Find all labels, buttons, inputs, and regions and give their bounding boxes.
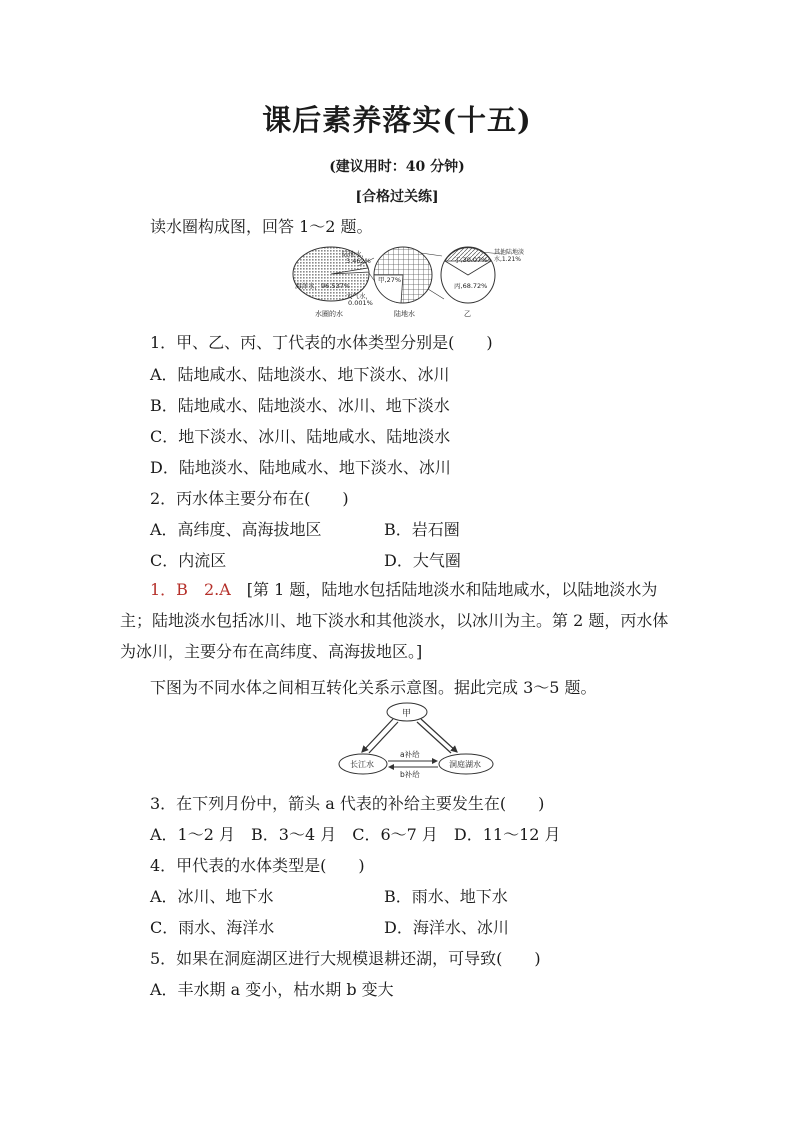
pie1-air-pct: 0.001% <box>348 299 373 307</box>
pie3-bing-label: 丙,68.72% <box>454 282 488 290</box>
pie3-other-label: 其他陆地淡 <box>494 249 525 256</box>
pie2-jia-label: 甲,27% <box>378 276 402 284</box>
pie-land-water <box>374 247 444 318</box>
q4-option-b: B．雨水、地下水 <box>384 887 508 906</box>
pie3-caption: 乙 <box>464 310 471 318</box>
time-note: (建议用时：40 分钟) <box>329 159 465 175</box>
q2-option-a: A．高纬度、高海拔地区 <box>150 520 322 539</box>
node-jia-label: 甲 <box>402 709 412 719</box>
q2-option-b: B．岩石圈 <box>384 520 460 539</box>
q1-option-a: A．陆地咸水、陆地淡水、地下淡水、冰川 <box>150 365 450 384</box>
pie-water-sphere <box>293 247 382 318</box>
q5-stem: 5．如果在洞庭湖区进行大规模退耕还湖，可导致( ) <box>150 949 541 968</box>
q4-option-d: D．海洋水、冰川 <box>384 918 509 937</box>
pie1-air-label: 大气水， <box>346 292 372 300</box>
intro-q3-5: 下图为不同水体之间相互转化关系示意图。据此完成 3～5 题。 <box>150 678 597 697</box>
q2-option-c: C．内流区 <box>150 551 227 570</box>
q5-option-a: A．丰水期 a 变小，枯水期 b 变大 <box>150 980 394 999</box>
pie-land-freshwater <box>441 247 524 318</box>
q1-option-b: B．陆地咸水、陆地淡水、冰川、地下淡水 <box>150 396 450 415</box>
pie1-ocean-label: 海洋水，96.537% <box>295 282 350 290</box>
pie2-caption: 陆地水 <box>394 310 415 318</box>
q1-option-d: D．陆地淡水、陆地咸水、地下淡水、冰川 <box>150 458 451 477</box>
pie3-other-pct: 水,1.21% <box>494 256 521 263</box>
water-composition-figure <box>288 244 538 320</box>
intro-q1-2: 读水圈构成图，回答 1～2 题。 <box>150 217 373 236</box>
answer-key: 1．B 2.A <box>150 580 231 599</box>
pie3-ding-label: 丁,30.07% <box>454 256 488 264</box>
pie1-land-pct: 3.462% <box>346 257 371 265</box>
q4-stem: 4．甲代表的水体类型是( ) <box>150 856 365 875</box>
node-changjiang-label: 长江水 <box>350 760 374 769</box>
pie1-caption: 水圈的水 <box>315 310 343 318</box>
q2-option-d: D．大气圈 <box>384 551 461 570</box>
section-heading: [合格过关练] <box>355 189 439 205</box>
arrow-b-label: b补给 <box>400 770 420 779</box>
answer-q1-2 <box>120 574 680 667</box>
q4-option-c: C．雨水、海洋水 <box>150 918 275 937</box>
q3-stem: 3．在下列月份中，箭头 a 代表的补给主要发生在( ) <box>150 794 545 813</box>
page-title: 课后素养落实(十五) <box>262 103 532 137</box>
node-dongting-label: 洞庭湖水 <box>449 760 481 769</box>
q4-option-a: A．冰川、地下水 <box>150 887 274 906</box>
q1-option-c: C．地下淡水、冰川、陆地咸水、陆地淡水 <box>150 427 451 446</box>
arrow-a-label: a补给 <box>400 750 420 759</box>
water-transformation-diagram <box>338 702 494 782</box>
q3-options: A．1～2 月 B．3～4 月 C．6～7 月 D．11～12 月 <box>150 825 561 844</box>
q2-stem: 2．丙水体主要分布在( ) <box>150 489 349 508</box>
answer-explanation: [第 1 题，陆地水包括陆地淡水和陆地咸水，以陆地淡水为主；陆地淡水包括冰川、地下淡水和其他淡水，以冰川为主。第 2 题，丙水体为冰川，主要分布在高纬度、高海拔地区。] <box>120 580 669 661</box>
q1-stem: 1．甲、乙、丙、丁代表的水体类型分别是( ) <box>150 333 493 352</box>
pie1-land-label: 陆地水， <box>342 250 368 258</box>
